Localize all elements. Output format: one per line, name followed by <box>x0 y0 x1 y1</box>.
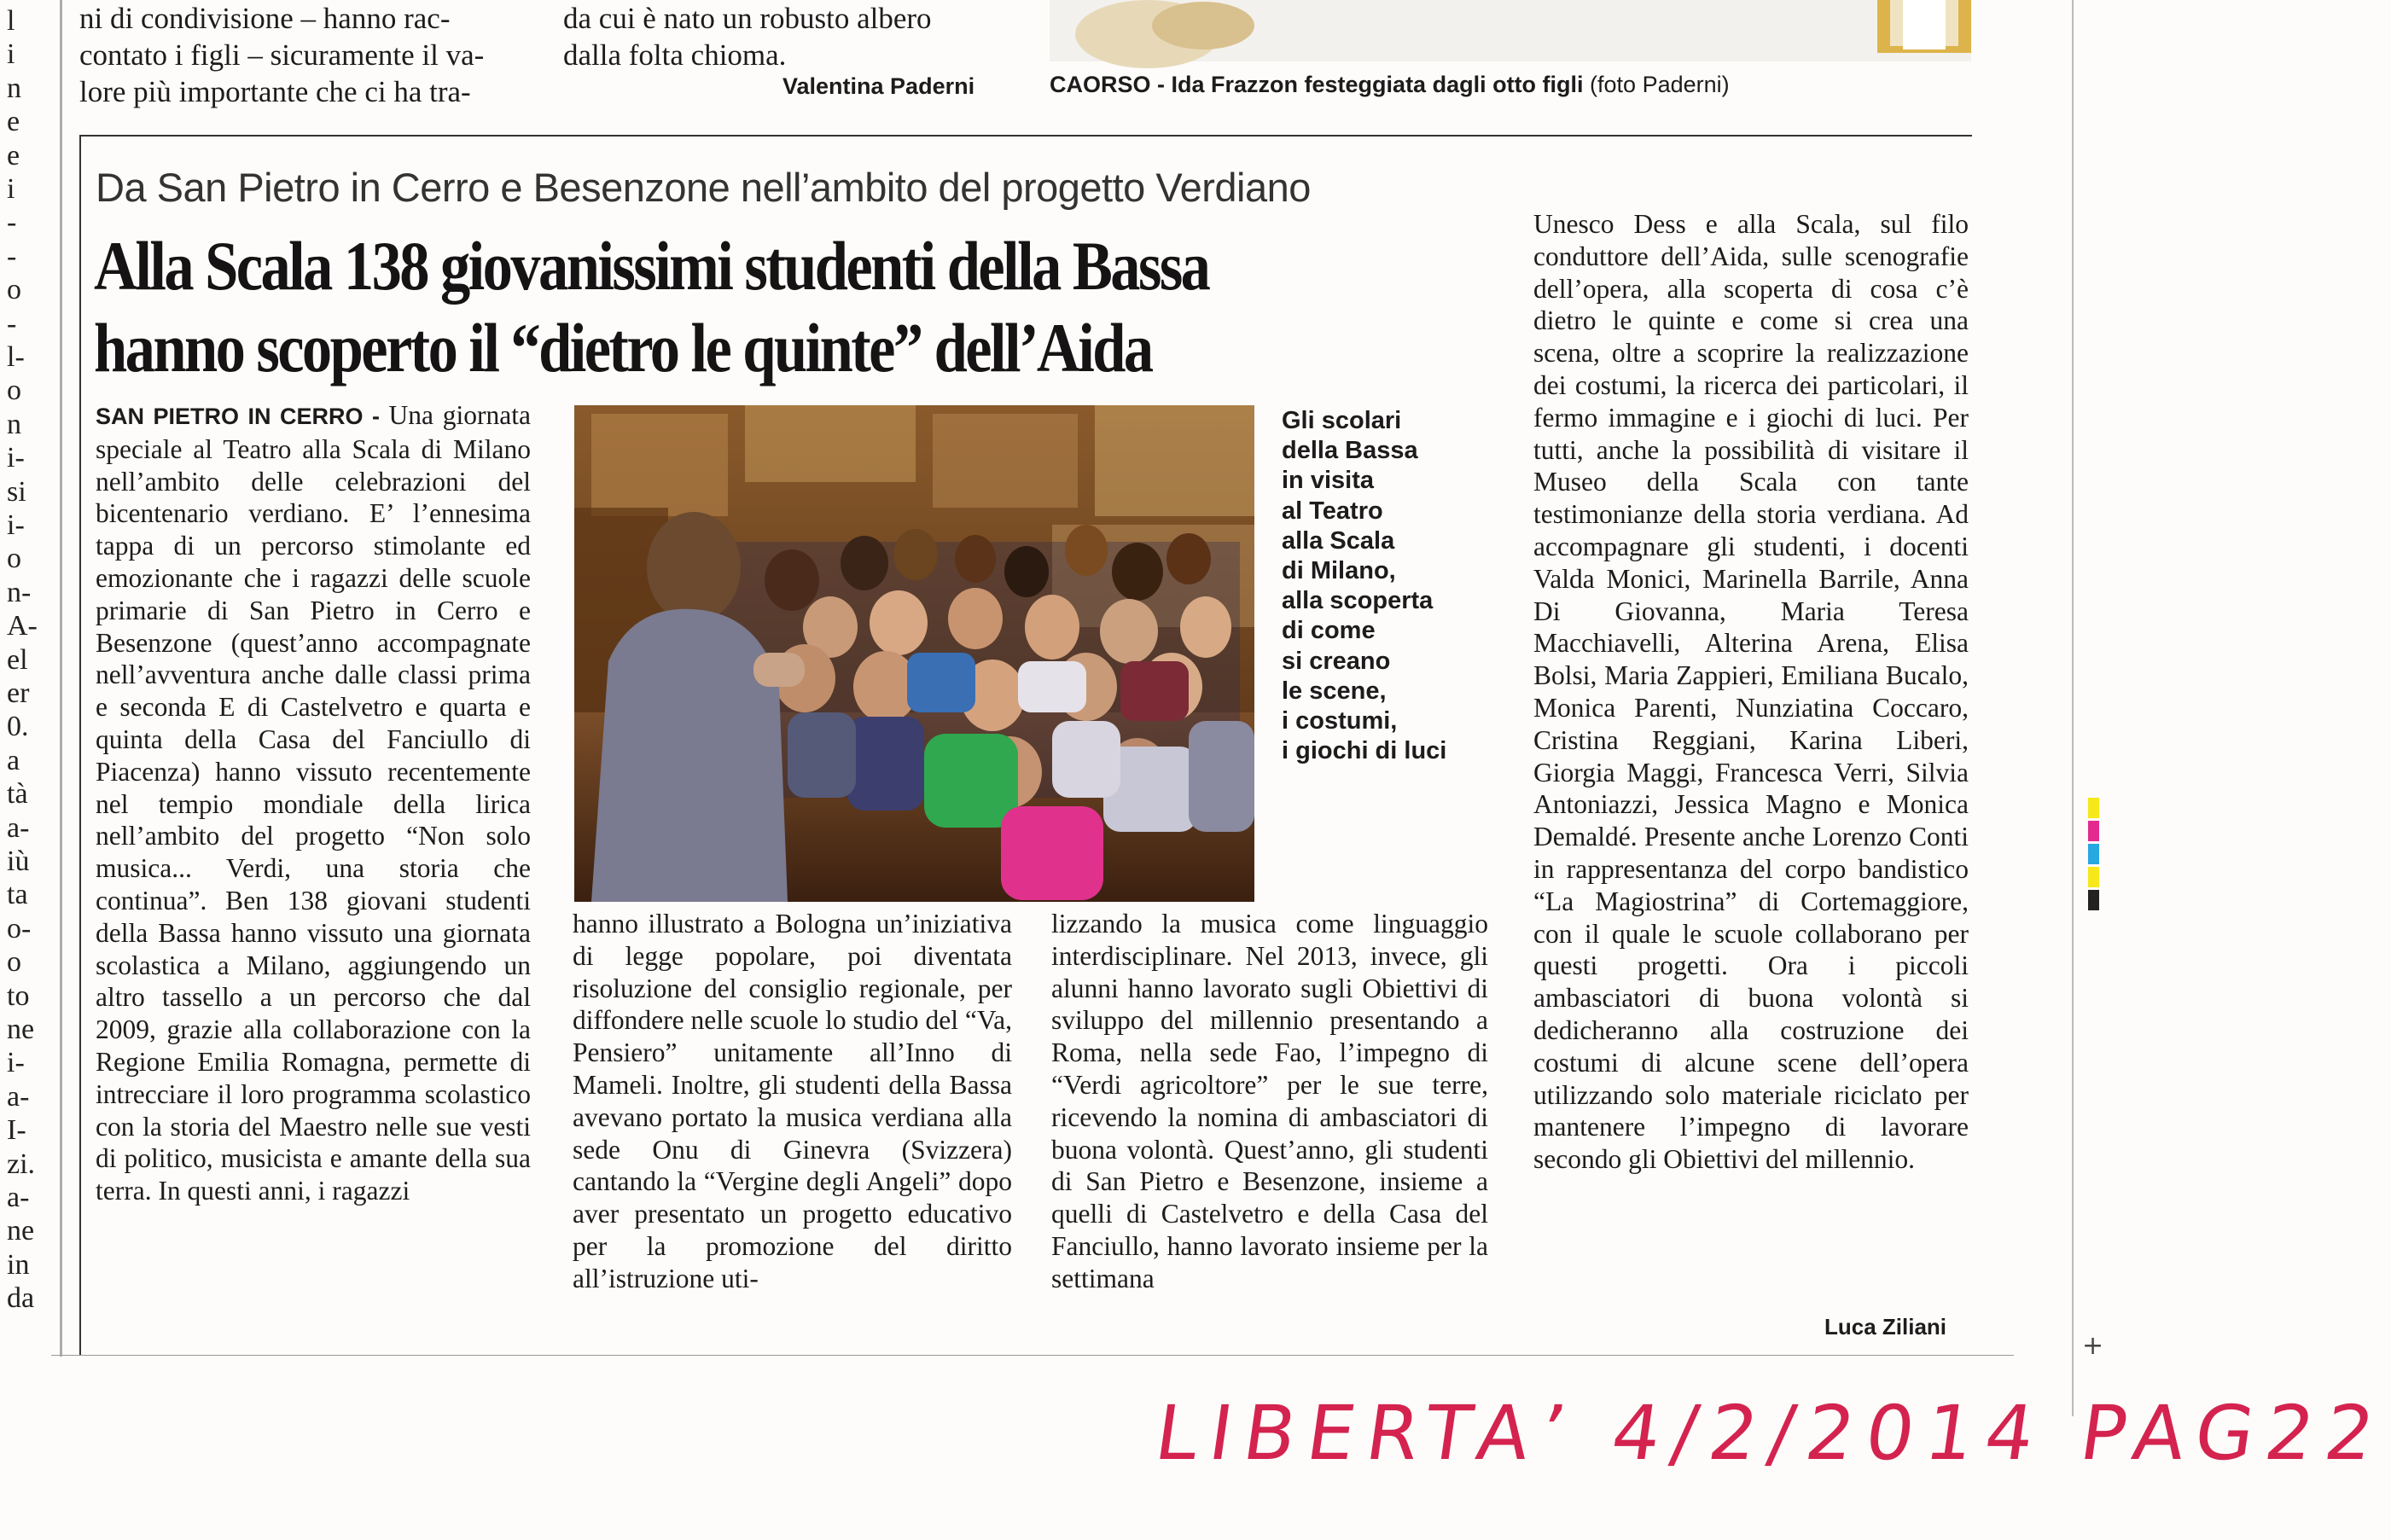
previous-page-fragment: el <box>7 643 28 676</box>
photo-caption-line: al Teatro <box>1282 497 1383 525</box>
caption-credit: (foto Paderni) <box>1583 72 1730 97</box>
previous-page-fragment: I- <box>7 1114 26 1147</box>
top-left-fragment <box>79 0 525 110</box>
article-dateline: SAN PIETRO IN CERRO - <box>96 404 389 429</box>
students-photo-graphic <box>574 405 1254 902</box>
top-photo-caption <box>1050 72 1730 98</box>
previous-page-fragment: o- <box>7 912 32 944</box>
photo-caption-line: in visita <box>1282 467 1374 495</box>
column-3-text: lizzando la musica come linguaggio interdisciplinare. Nel 2013, invece, gli alunni hanno lavorato sugli Obiettivi di sviluppo del millennio presentando a Roma, nella sede Fao, l’impegno di “Verdi agricoltore” per le sue terre, ricevendo la nomina di ambasciatori di buona volontà. Quest’anno, gli studenti di San Pietro e Besenzone, insieme a quelli di Castelvetro e della Casa del Fanciullo, hanno lavorato insieme per la settimana <box>1051 909 1488 1293</box>
previous-page-fragment: n <box>7 408 21 440</box>
previous-page-fragment: i- <box>7 509 25 541</box>
column-2-text: hanno illustrato a Bologna un’iniziativa di legge popolare, poi diventata risoluzione del consiglio regionale, per diffondere nelle scuole lo studio del “Va, Pensiero” unitamente all’Inno di Mameli. Inoltre, gli studenti della Bassa avevano portato la musica verdiana alla sede Onu di Ginevra (Svizzera) cantando la “Vergine degli Angeli” dopo aver presentato un progetto educativo per la promozione del diritto all’istruzione uti- <box>573 909 1012 1293</box>
previous-page-fragment: - <box>7 206 17 239</box>
article-byline: Luca Ziliani <box>1824 1314 1947 1340</box>
headline-line-1: Alla Scala 138 giovanissimi studenti della Bassa <box>94 227 1209 305</box>
top-left-line: lore più importante che ci ha tra- <box>79 75 471 108</box>
photo-caption-line: Gli scolari <box>1282 407 1402 434</box>
headline-line-2: hanno scoperto il “dietro le quinte” dell’Aida <box>94 309 1152 386</box>
previous-page-fragment: a- <box>7 1080 30 1113</box>
print-mark-cyan <box>2088 844 2099 864</box>
article-top-rule <box>79 135 1972 137</box>
previous-page-fragment: i- <box>7 442 25 474</box>
top-author-credit: Valentina Paderni <box>782 73 975 99</box>
photo-caption-line: di Milano, <box>1282 557 1396 585</box>
print-mark-yellow <box>2088 798 2099 818</box>
previous-page-fragment: a- <box>7 1182 30 1213</box>
handwritten-note: LIBERTA’ 4/2/2014 PAG22 <box>1149 1389 2391 1477</box>
photo-caption-line: alla Scala <box>1282 526 1395 555</box>
top-middle-line: dalla folta chioma. <box>563 38 787 72</box>
photo-caption-line: di come <box>1282 617 1376 645</box>
previous-page-fragment: si <box>7 475 26 508</box>
previous-page-fragment: i- <box>7 1047 25 1079</box>
caption-text: Ida Frazzon festeggiata dagli otto figli <box>1171 72 1584 97</box>
previous-page-fragment: tà <box>7 778 28 811</box>
previous-page-fragment: l <box>7 5 15 37</box>
previous-page-fragment: to <box>7 979 30 1012</box>
crop-mark-icon: + <box>2082 1331 2104 1361</box>
previous-page-fragment: 0. <box>7 711 29 743</box>
previous-page-fragment: n <box>7 72 21 104</box>
article-photo <box>574 405 1254 902</box>
article-kicker: Da San Pietro in Cerro e Besenzone nell’ambito del progetto Verdiano <box>96 165 1311 210</box>
previous-page-fragment: a- <box>7 811 30 844</box>
article-column-2 <box>573 908 1012 1351</box>
previous-page-fragment: in <box>7 1248 30 1281</box>
top-photo-fragment <box>1050 0 1971 61</box>
right-page-edge <box>2072 0 2074 1416</box>
top-left-line: ni di condivisione – hanno rac- <box>79 2 451 35</box>
column-1-text: Una giornata speciale al Teatro alla Scala di Milano nell’ambito delle celebrazioni del bicentenario verdiano. E’ l’ennesima tappa di un percorso stimolante ed emozionante che i ragazzi delle scuole primarie di San Pietro in Cerro e Besenzone (quest’anno accompagnate nell’avventura anche dalle classi prima e seconda E di Castelvetro e quarta e quinta della Casa del Fanciullo di Piacenza) hanno vissuto recentemente nel tempio mondiale della lirica nell’ambito del progetto “Non solo musica... Verdi, una storia che continua”. Ben 138 giovani studenti della Bassa hanno vissuto una giornata scolastica a Milano, aggiungendo un altro tassello a un percorso che dal 2009, grazie alla collaborazione con la Regione Emilia Romagna, permette di intrecciare il loro programma scolastico con la storia del Maestro nelle sue vesti di politico, musicista e amante della sua terra. In questi anni, i ragazzi <box>96 400 531 1206</box>
previous-page-fragment: zi. <box>7 1148 36 1180</box>
previous-page-fragment: er <box>7 677 30 709</box>
article-column-1 <box>96 399 531 1351</box>
previous-page-fragment: i <box>7 38 15 71</box>
top-photo-graphic <box>1050 0 1971 61</box>
top-left-line: contato i figli – sicuramente il va- <box>79 38 485 72</box>
top-middle-line: da cui è nato un robusto albero <box>563 2 932 35</box>
previous-page-fragment: e <box>7 106 20 138</box>
article-column-4 <box>1533 208 1969 1309</box>
previous-page-fragment: o <box>7 543 21 575</box>
previous-page-fragment: n- <box>7 576 32 608</box>
print-mark-magenta <box>2088 821 2099 841</box>
photo-caption-line: i costumi, <box>1282 707 1398 735</box>
print-mark-yellow <box>2088 867 2099 887</box>
print-mark-black <box>2088 890 2099 910</box>
previous-page-fragment: da <box>7 1282 35 1315</box>
previous-page-fragment: o <box>7 375 21 407</box>
article-left-rule <box>79 135 81 1355</box>
caption-place: CAORSO - <box>1050 72 1172 97</box>
column-4-text: Unesco Dess e alla Scala, sul filo conduttore dell’Aida, sulle scenografie dell’opera, alla scoperta di cosa c’è dietro le quinte e come si crea una scena, oltre a scoprire la realizzazione dei costumi, la ricerca dei particolari, il fermo immagine e i giochi di luci. Per tutti, anche la possibilità di visitare il Museo della Scala con tante testimonianze della storia verdiana. Ad accompagnare gli studenti, i docenti Valda Monici, Marinella Barrile, Anna Di Giovanna, Maria Teresa Macchiavelli, Alterina Arena, Elisa Bolsi, Maria Zappieri, Emiliana Bucalo, Monica Parenti, Nunziatina Coccaro, Cristina Reggiani, Karina Liberi, Giorgia Maggi, Francesca Verri, Silvia Antoniazzi, Jessica Magno e Monica Demaldé. Presente anche Lorenzo Conti in rappresentanza del corpo bandistico “La Magiostrina” di Cortemaggiore, con il quale le scuole collaborano per questi progetti. Ora i piccoli ambasciatori di buona volontà si dedicheranno alla costruzione dei costumi di alcune scene dell’opera utilizzando solo materiale riciclato per mantenere l’impegno di lavorare secondo gli Obiettivi del millennio. <box>1533 209 1969 1175</box>
article-column-3 <box>1051 908 1488 1351</box>
previous-page-strip <box>0 0 67 1357</box>
previous-page-fragment: A- <box>7 610 38 642</box>
previous-page-fragment: iù <box>7 846 30 877</box>
previous-page-fragment: e <box>7 139 20 171</box>
previous-page-fragment: o <box>7 274 21 306</box>
previous-page-fragment: ne <box>7 1014 35 1045</box>
photo-caption <box>1282 406 1478 766</box>
photo-caption-line: alla scoperta <box>1282 587 1434 615</box>
previous-page-fragment: - <box>7 307 17 340</box>
top-middle-fragment <box>563 0 1041 73</box>
photo-caption-line: i giochi di luci <box>1282 737 1447 765</box>
photo-caption-line: le scene, <box>1282 677 1387 705</box>
previous-page-fragment: - <box>7 240 17 272</box>
photo-caption-line: si creano <box>1282 647 1391 675</box>
previous-page-fragment: i <box>7 173 15 205</box>
previous-page-fragment: o <box>7 946 21 979</box>
previous-page-fragment: ta <box>7 879 28 911</box>
previous-page-fragment: ne <box>7 1215 35 1247</box>
page-edge-line <box>60 0 62 1357</box>
previous-page-fragment: l- <box>7 341 25 373</box>
article-bottom-rule <box>51 1355 2014 1356</box>
photo-caption-line: della Bassa <box>1282 437 1418 465</box>
previous-page-fragment: a <box>7 744 20 776</box>
